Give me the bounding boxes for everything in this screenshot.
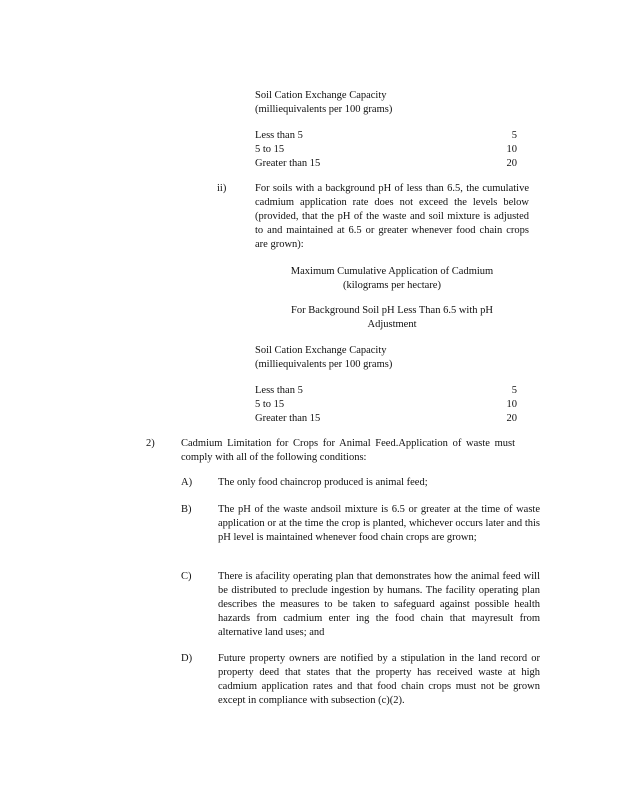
cec-table-2-row-value: 20 bbox=[506, 413, 517, 424]
cec-table-1-row-value: 5 bbox=[511, 130, 517, 141]
cec-table-1-row-label: Less than 5 bbox=[255, 130, 303, 141]
background-ph-heading-line1: For Background Soil pH Less Than 6.5 with pH bbox=[291, 305, 493, 316]
condition-b-text: The pH of the waste andsoil mixture is 6.5 or greater at the time of waste application or at the time the crop is planted, whichever occurs later and this pH level is maintained whenever food chain crops are grown; bbox=[218, 504, 540, 543]
max-application-heading-line2: (kilograms per hectare) bbox=[343, 280, 441, 291]
cec-table-1-row-label: Greater than 15 bbox=[255, 158, 321, 169]
item-ii-marker: ii) bbox=[217, 183, 227, 194]
cec-table-1-row-label: 5 to 15 bbox=[255, 144, 285, 155]
cec-table-1-row-value: 20 bbox=[506, 158, 517, 169]
cec-table-2-header-line2: (milliequivalents per 100 grams) bbox=[255, 359, 393, 370]
cec-table-2-row-label: Greater than 15 bbox=[255, 413, 321, 424]
max-application-heading-line1: Maximum Cumulative Application of Cadmium bbox=[290, 266, 494, 277]
cec-table-2-row-label: Less than 5 bbox=[255, 385, 303, 396]
cec-table-1-header-line1: Soil Cation Exchange Capacity bbox=[255, 90, 387, 101]
condition-a-text: The only food chaincrop produced is animal feed; bbox=[218, 477, 428, 488]
cec-table-2-header-line1: Soil Cation Exchange Capacity bbox=[255, 345, 387, 356]
cec-table-2-row-value: 5 bbox=[511, 385, 517, 396]
condition-a-marker: A) bbox=[181, 477, 193, 488]
condition-c-marker: C) bbox=[181, 571, 192, 582]
cec-table-1-header-line2: (milliequivalents per 100 grams) bbox=[255, 104, 393, 115]
section-2-marker: 2) bbox=[146, 438, 155, 449]
background-ph-heading-line2: Adjustment bbox=[367, 319, 417, 330]
item-ii-text: For soils with a background pH of less than 6.5, the cumulative cadmium application rate does not exceed the levels below (provided, that the pH of the waste and soil mixture is adjusted to and maintained at 6.5 or greater whenever food chain crops are grown): bbox=[255, 183, 529, 250]
cec-table-2-row-label: 5 to 15 bbox=[255, 399, 285, 410]
section-2-text: Cadmium Limitation for Crops for Animal Feed.Application of waste must comply with all of the following conditions: bbox=[181, 438, 515, 463]
condition-d-marker: D) bbox=[181, 653, 193, 664]
cec-table-2-row-value: 10 bbox=[506, 399, 517, 410]
condition-d-text: Future property owners are notified by a stipulation in the land record or property deed that states that the property has received waste at high cadmium application rates and that food chain crops must not be grown except in compliance with subsection (c)(2). bbox=[218, 653, 540, 706]
condition-c-text: There is afacility operating plan that demonstrates how the animal feed will be distributed to preclude ingestion by humans. The facility operating plan describes the measures to be taken to safeguard against possible health hazards from cadmium enter ing the food chain that mayresult from alternative land uses; and bbox=[218, 571, 540, 638]
cec-table-1-row-value: 10 bbox=[506, 144, 517, 155]
condition-b-marker: B) bbox=[181, 504, 192, 515]
